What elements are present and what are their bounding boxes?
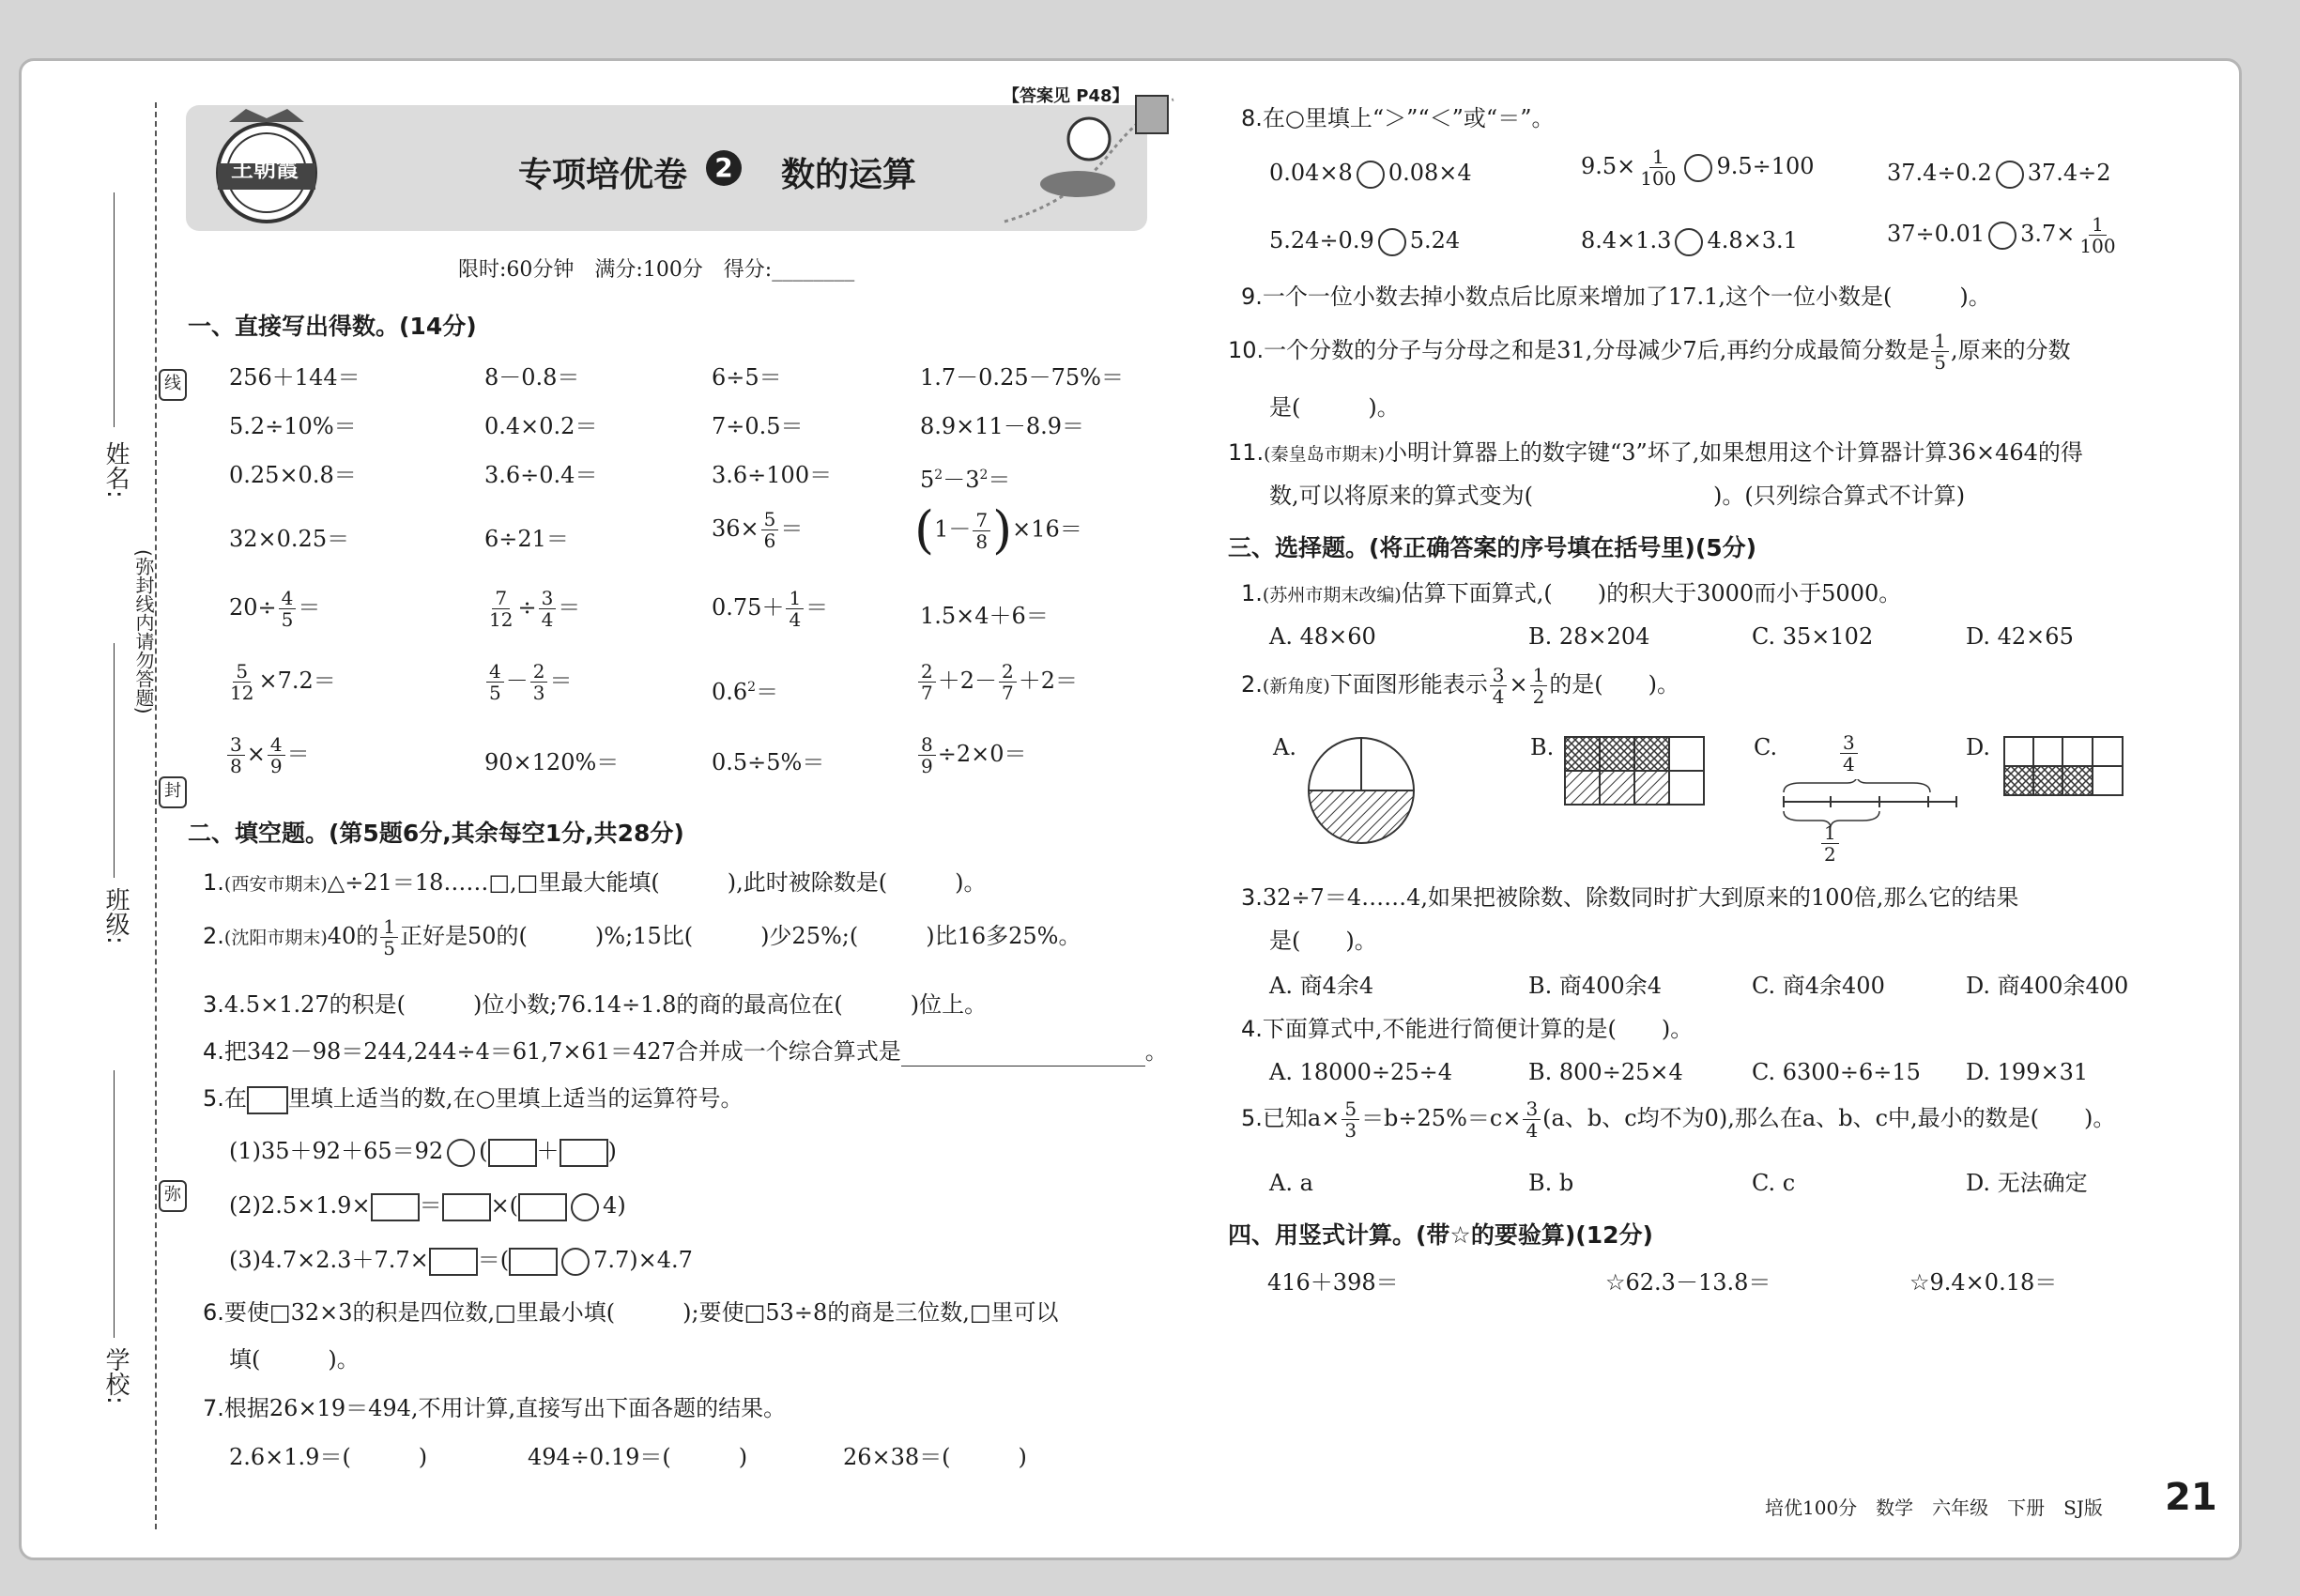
school-underline [114,1070,115,1338]
c2-label-b: B. [1530,734,1555,760]
seal-mi-mark: 弥 [159,1180,187,1212]
s1-r4-c2: 6÷21＝ [484,526,569,552]
s1-r6-c3: $0.6^2=$ [712,679,779,705]
c4-a: A. 18000÷25÷4 [1269,1059,1452,1085]
s2-q6-cont: 填( )。 [229,1346,360,1373]
name-underline [114,192,115,427]
s1-r1-c2: 8－0.8＝ [484,364,580,391]
s2-q7-c: 26×38＝( ) [843,1444,1027,1470]
q8-b: 9.5× $\frac{1}{100}$ 9.5÷100 [1581,146,1815,190]
c2-label-a: A. [1273,734,1296,760]
s1-r4-c1: 32×0.25＝ [229,526,350,552]
s1-r3-c2: 3.6÷0.4＝ [484,462,598,488]
s2-q7: 7.根据26×19＝494,不用计算,直接写出下面各题的结果。 [203,1395,787,1421]
q9: 9.一个一位小数去掉小数点后比原来增加了17.1,这个一位小数是( )。 [1241,284,1991,310]
seal-seal-mark: 封 [159,776,187,808]
c2-figure-a [1305,734,1418,847]
s1-r4-c4: (1－ $\frac{7}{8}$ )×16＝ [914,500,1082,560]
s2-q1: 1.(西安市期末)△÷21＝18……□,□里最大能填( ),此时被除数是( )。 [203,869,987,896]
c5: 5.已知a× $\frac{5}{3}$ ＝b÷25%＝c× $\frac{3}{4}$ (a、b、c均不为0),那么在a、b、c中,最小的数是( )。 [1241,1097,2116,1142]
title-badge: 2 [706,150,742,186]
s2-q4: 4.把342－98＝244,244÷4＝61,7×61＝427合并成一个综合算式是 。 [203,1038,1168,1065]
s2-q7-b: 494÷0.19＝( ) [528,1444,748,1470]
s1-r5-c1: 20÷ $\frac{4}{5}$ ＝ [229,587,321,631]
name-label: 姓名: [101,441,130,499]
school-label: 学校: [101,1347,130,1404]
class-underline [114,643,115,878]
s1-r1-c3: 6÷5＝ [712,364,782,391]
c3-a: A. 商4余4 [1269,973,1374,999]
answer-reference: 【答案见 P48】 [1003,86,1129,106]
c4-d: D. 199×31 [1966,1059,2089,1085]
section4-title: 四、用竖式计算。(带☆的要验算)(12分) [1228,1221,1653,1249]
c2-figure-c-top-label: $\frac{3}{4}$ [1838,732,1860,775]
s1-r1-c4: 1.7－0.25－75%＝ [920,364,1124,391]
c3-b: B. 商400余4 [1528,973,1662,999]
s1-r5-c3: 0.75＋ $\frac{1}{4}$ ＝ [712,587,829,631]
s1-r5-c4: 1.5×4＋6＝ [920,603,1049,629]
logo-text: 王朝霞 [231,155,299,182]
v2: ☆62.3－13.8＝ [1605,1269,1771,1296]
paper-title: 专项培优卷 [518,156,688,194]
s2-q5-1: (1)35＋92＋65＝92 ( ＋ ) [229,1136,617,1167]
s1-r7-c3: 0.5÷5%＝ [712,749,825,775]
s2-q5-3: (3)4.7×2.3＋7.7× ＝( 7.7)×4.7 [229,1245,693,1276]
binding-dashed-line [155,102,157,1529]
c1-d: D. 42×65 [1966,623,2074,650]
q8-a: 0.04×8 0.08×4 [1269,158,1472,189]
s1-r6-c2: $\frac{4}{5}$ － $\frac{2}{3}$ ＝ [484,661,572,703]
c2-label-d: D. [1966,734,1991,760]
c2-figure-c [1782,779,1960,836]
cartoon-decoration [995,81,1183,231]
c1: 1.(苏州市期末改编)估算下面算式,( )的积大于3000而小于5000。 [1241,580,1902,606]
s1-r2-c2: 0.4×0.2＝ [484,413,598,439]
c2-figure-c-bottom-label: $\frac{1}{2}$ [1819,822,1841,865]
c3: 3.32÷7＝4……4,如果把被除数、除数同时扩大到原来的100倍,那么它的结果 [1241,884,2019,911]
footer-text: 培优100分 数学 六年级 下册 SJ版 [1765,1496,2103,1519]
s1-r2-c4: 8.9×11－8.9＝ [920,413,1084,439]
v1: 416＋398＝ [1267,1269,1399,1296]
c2-figure-d [2003,736,2124,796]
q8-d: 5.24÷0.9 5.24 [1269,225,1460,256]
s1-r2-c1: 5.2÷10%＝ [229,413,357,439]
seal-line-mark: 线 [159,369,187,401]
c5-d: D. 无法确定 [1966,1170,2088,1196]
s1-r7-c2: 90×120%＝ [484,749,620,775]
c1-b: B. 28×204 [1528,623,1650,650]
seal-notice: (弥封线内请勿答题) [132,549,155,714]
c4-b: B. 800÷25×4 [1528,1059,1683,1085]
section3-title: 三、选择题。(将正确答案的序号填在括号里)(5分) [1228,534,1757,561]
s2-q7-a: 2.6×1.9＝( ) [229,1444,428,1470]
c3-c: C. 商4余400 [1752,973,1885,999]
s1-r6-c1: $\frac{5}{12}$ ×7.2＝ [230,660,336,704]
q11: 11.(秦皇岛市期末)小明计算器上的数字键“3”坏了,如果想用这个计算器计算36×464的得 [1228,439,2083,466]
c4-c: C. 6300÷6÷15 [1752,1059,1921,1085]
c3-cont: 是( )。 [1269,928,1377,954]
c5-c: C. c [1752,1170,1796,1196]
s1-r6-c4: $\frac{2}{7}$ ＋2－ $\frac{2}{7}$ ＋2＝ [916,661,1078,703]
q8-c: 37.4÷0.2 37.4÷2 [1887,158,2111,189]
s2-q3: 3.4.5×1.27的积是( )位小数;76.14÷1.8的商的最高位在( )位上。 [203,991,988,1018]
c3-d: D. 商400余400 [1966,973,2129,999]
s2-q5: 5.在 里填上适当的数,在○里填上适当的运算符号。 [203,1083,743,1114]
s2-q5-2: (2)2.5×1.9× ＝ ×( 4) [229,1190,626,1221]
page-number: 21 [2165,1476,2217,1519]
s1-r1-c1: 256＋144＝ [229,364,360,391]
s2-q6: 6.要使□32×3的积是四位数,□里最小填( );要使□53÷8的商是三位数,□里可以 [203,1299,1059,1326]
s1-r7-c4: $\frac{8}{9}$ ÷2×0＝ [916,734,1027,776]
q8-f: 37÷0.01 3.7× $\frac{1}{100}$ [1887,213,2116,257]
q11-cont: 数,可以将原来的算式变为( )。(只列综合算式不计算) [1269,483,1966,509]
q10: 10.一个分数的分子与分母之和是31,分母减少7后,再约分成最简分数是 $\frac{1}{5}$ ,原来的分数 [1228,330,2071,374]
s1-r5-c2: $\frac{7}{12}$ ÷ $\frac{3}{4}$ ＝ [489,587,581,631]
s1-r3-c3: 3.6÷100＝ [712,462,833,488]
section2-title: 二、填空题。(第5题6分,其余每空1分,共28分) [188,820,684,847]
q10-cont: 是( )。 [1269,394,1400,421]
s1-r7-c1: $\frac{3}{8}$ × $\frac{4}{9}$ ＝ [225,734,310,776]
c2-label-c: C. [1754,734,1778,760]
c4: 4.下面算式中,不能进行简便计算的是( )。 [1241,1016,1694,1042]
c1-a: A. 48×60 [1269,623,1376,650]
q8: 8.在○里填上“＞”“＜”或“＝”。 [1241,105,1555,131]
v3: ☆9.4×0.18＝ [1909,1269,2058,1296]
s1-r4-c3: 36× $\frac{5}{6}$ ＝ [712,508,804,552]
time-score-info: 限时:60分钟 满分:100分 得分:________ [458,258,855,282]
c5-a: A. a [1269,1170,1313,1196]
c5-b: B. b [1528,1170,1574,1196]
c1-c: C. 35×102 [1752,623,1874,650]
paper-topic: 数的运算 [781,156,917,194]
class-label: 班级: [101,887,130,944]
s1-r3-c4: $5^2-3^2=$ [920,467,1011,493]
q8-e: 8.4×1.3 4.8×3.1 [1581,225,1798,256]
section1-title: 一、直接写出得数。(14分) [188,313,477,340]
c2-figure-b [1564,736,1705,806]
s1-r2-c3: 7÷0.5＝ [712,413,804,439]
s2-q2: 2.(沈阳市期末)40的 $\frac{1}{5}$ 正好是50的( )%;15比( )少25%;( )比16多25%。 [203,915,1081,959]
c2: 2.(新角度)下面图形能表示 $\frac{3}{4}$ × $\frac{1}{2}$ 的是( )。 [1241,664,1680,708]
s1-r3-c1: 0.25×0.8＝ [229,462,357,488]
